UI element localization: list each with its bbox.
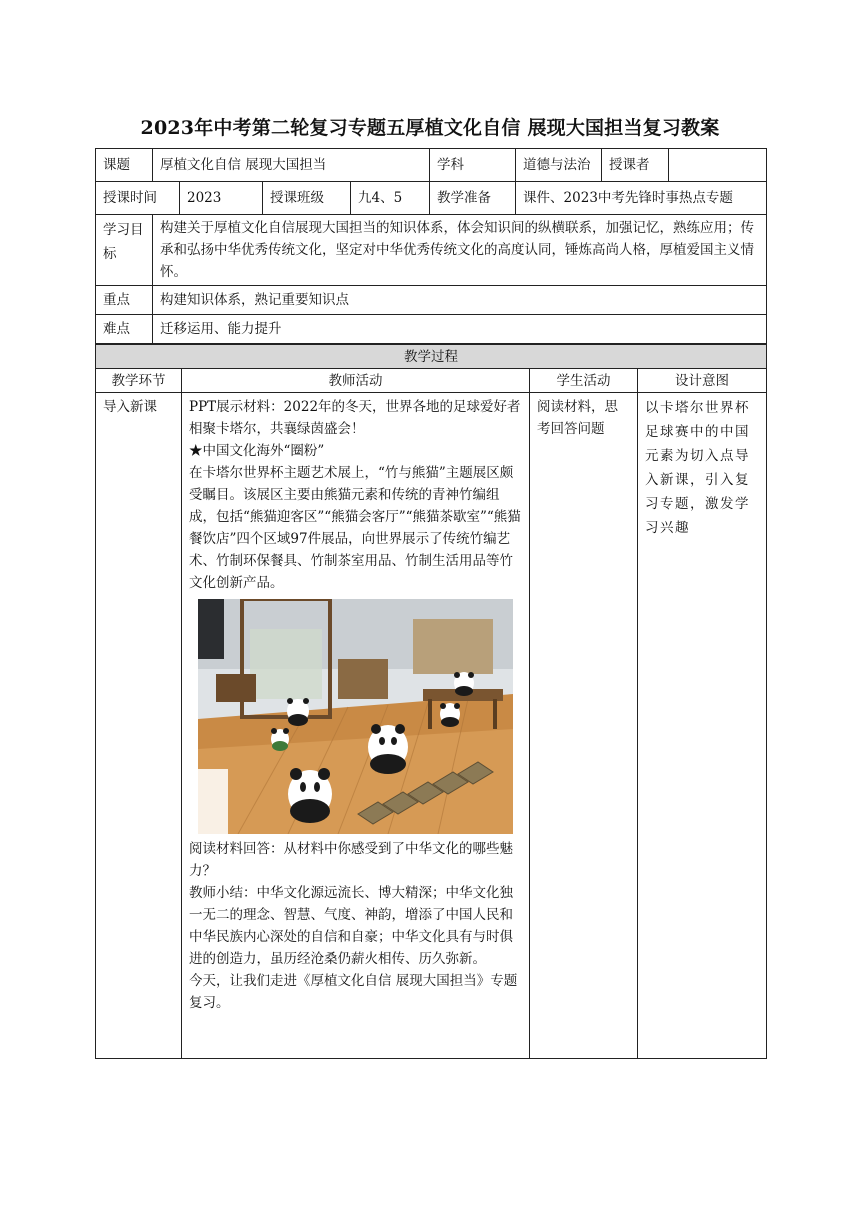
teacher-paragraph: 阅读材料回答：从材料中你感受到了中华文化的哪些魅力？ — [189, 841, 513, 879]
teacher-paragraph: ★中国文化海外“圈粉” — [189, 443, 325, 459]
teacher-value — [669, 149, 767, 182]
topic-value: 厚植文化自信 展现大国担当 — [153, 149, 430, 182]
time-label: 授课时间 — [96, 182, 180, 215]
panda-exhibit-photo — [198, 599, 513, 834]
column-header-teacher: 教师活动 — [182, 369, 530, 393]
stage-cell: 导入新课 — [96, 393, 182, 1059]
key-label: 重点 — [96, 286, 153, 315]
prep-label: 教学准备 — [430, 182, 516, 215]
class-value: 九4、5 — [351, 182, 430, 215]
topic-label: 课题 — [96, 149, 153, 182]
difficulty-label: 难点 — [96, 315, 153, 344]
design-intent-cell: 以卡塔尔世界杯足球赛中的中国元素为切入点导入新课，引入复习专题，激发学习兴趣 — [638, 393, 767, 1059]
key-text: 构建知识体系，熟记重要知识点 — [153, 286, 767, 315]
student-activity-cell: 阅读材料，思考回答问题 — [530, 393, 638, 1059]
column-header-design: 设计意图 — [638, 369, 767, 393]
process-header: 教学过程 — [96, 345, 767, 369]
goal-text: 构建关于厚植文化自信展现大国担当的知识体系，体会知识间的纵横联系，加强记忆，熟练应用；传承和弘扬中华优秀传统文化，坚定对中华优秀传统文化的高度认同，锤炼高尚人格，厚植爱国主义情怀。 — [153, 215, 767, 286]
teacher-paragraph: 今天，让我们走进《厚植文化自信 展现大国担当》专题复习。 — [189, 973, 518, 1011]
teacher-paragraph: PPT展示材料：2022年的冬天，世界各地的足球爱好者相聚卡塔尔，共襄绿茵盛会！ — [189, 399, 521, 437]
column-header-student: 学生活动 — [530, 369, 638, 393]
goal-label: 学习目标 — [96, 215, 153, 286]
document-title: 2023年中考第二轮复习专题五厚植文化自信 展现大国担当复习教案 — [140, 117, 720, 139]
teacher-paragraph: 教师小结：中华文化源远流长、博大精深；中华文化独一无二的理念、智慧、气度、神韵，增添了中国人民和中华民族内心深处的自信和自豪；中华文化具有与时俱进的创造力，虽历经沧桑仍薪火相传、历久弥新。 — [189, 885, 513, 967]
column-header-stage: 教学环节 — [96, 369, 182, 393]
teacher-label: 授课者 — [602, 149, 669, 182]
class-label: 授课班级 — [263, 182, 351, 215]
teacher-activity-cell — [182, 393, 530, 1059]
info-table — [95, 148, 767, 344]
teacher-paragraph: 在卡塔尔世界杯主题艺术展上，“竹与熊猫”主题展区颇受瞩目。该展区主要由熊猫元素和传统的青神竹编组成，包括“熊猫迎客区”“熊猫会客厅”“熊猫茶歇室”“熊猫餐饮店”四个区域97件展品，向世界展示了传统竹编艺术、竹制环保餐具、竹制茶室用品、竹制生活用品等竹文化创新产品。 — [189, 465, 521, 591]
subject-value: 道德与法治 — [516, 149, 602, 182]
difficulty-text: 迁移运用、能力提升 — [153, 315, 767, 344]
prep-value: 课件、2023中考先锋时事热点专题 — [516, 182, 767, 215]
process-table — [95, 344, 767, 1059]
subject-label: 学科 — [430, 149, 516, 182]
time-value: 2023 — [180, 182, 263, 215]
